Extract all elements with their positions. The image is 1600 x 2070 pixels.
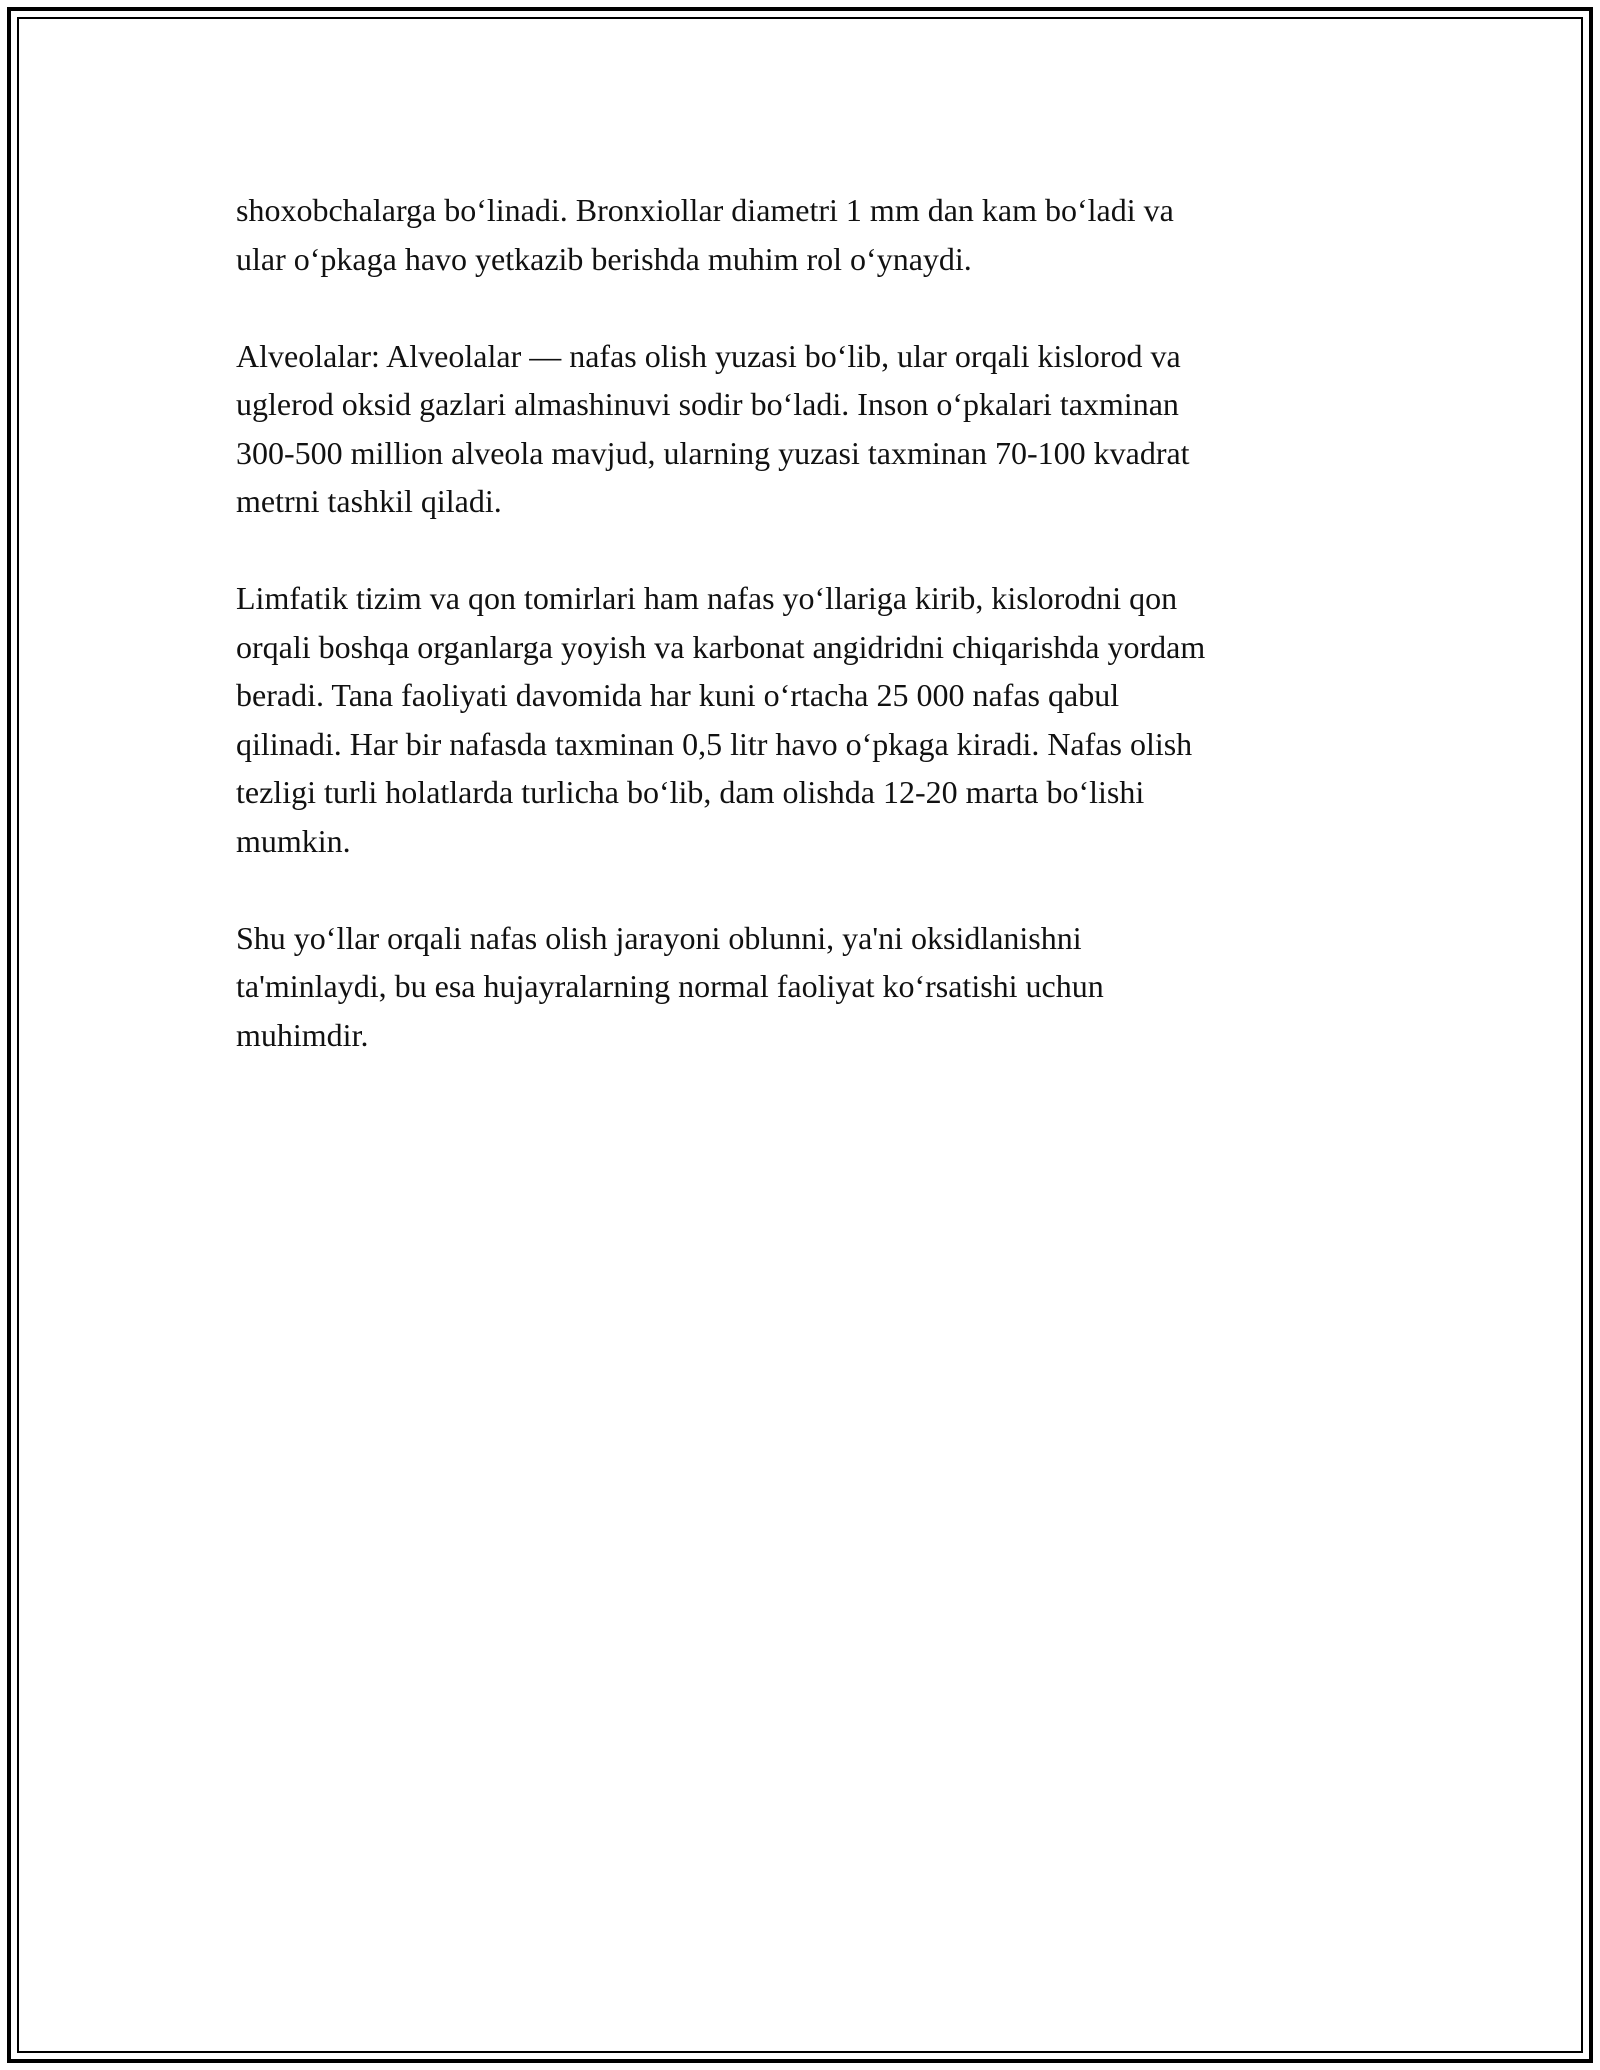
- paragraph-alveolalar: Alveolalar: Alveolalar — nafas olish yuzasi bo‘lib, ular orqali kislorod va uglerod oksid gazlari almashinuvi sodir bo‘ladi. Inson o‘pkalari taxminan 300-500 million alveola mavjud, ularning yuzasi taxminan 70-100 kvadrat metrni tashkil qiladi.: [236, 337, 1190, 519]
- document-body: [236, 186, 1366, 1108]
- paragraph-bronxiollar: shoxobchalarga bo‘linadi. Bronxiollar diametri 1 mm dan kam bo‘ladi va ular o‘pkaga havo yetkazib berishda muhim rol o‘ynaydi.: [236, 192, 1174, 277]
- paragraph-nafas-olish-jarayoni: Shu yo‘llar orqali nafas olish jarayoni oblunni, ya'ni oksidlanishni ta'minlaydi, bu esa hujayralarning normal faoliyat ko‘rsatishi uchun muhimdir.: [236, 919, 1104, 1053]
- paragraph-limfatik-tizim: Limfatik tizim va qon tomirlari ham nafas yo‘llariga kirib, kislorodni qon orqali boshqa organlarga yoyish va karbonat angidridni chiqarishda yordam beradi. Tana faoliyati davomida har kuni o‘rtacha 25 000 nafas qabul qilinadi. Har bir nafasda taxminan 0,5 litr havo o‘pkaga kiradi. Nafas olish tezligi turli holatlarda turlicha bo‘lib, dam olishda 12-20 marta bo‘lishi mumkin.: [236, 580, 1206, 859]
